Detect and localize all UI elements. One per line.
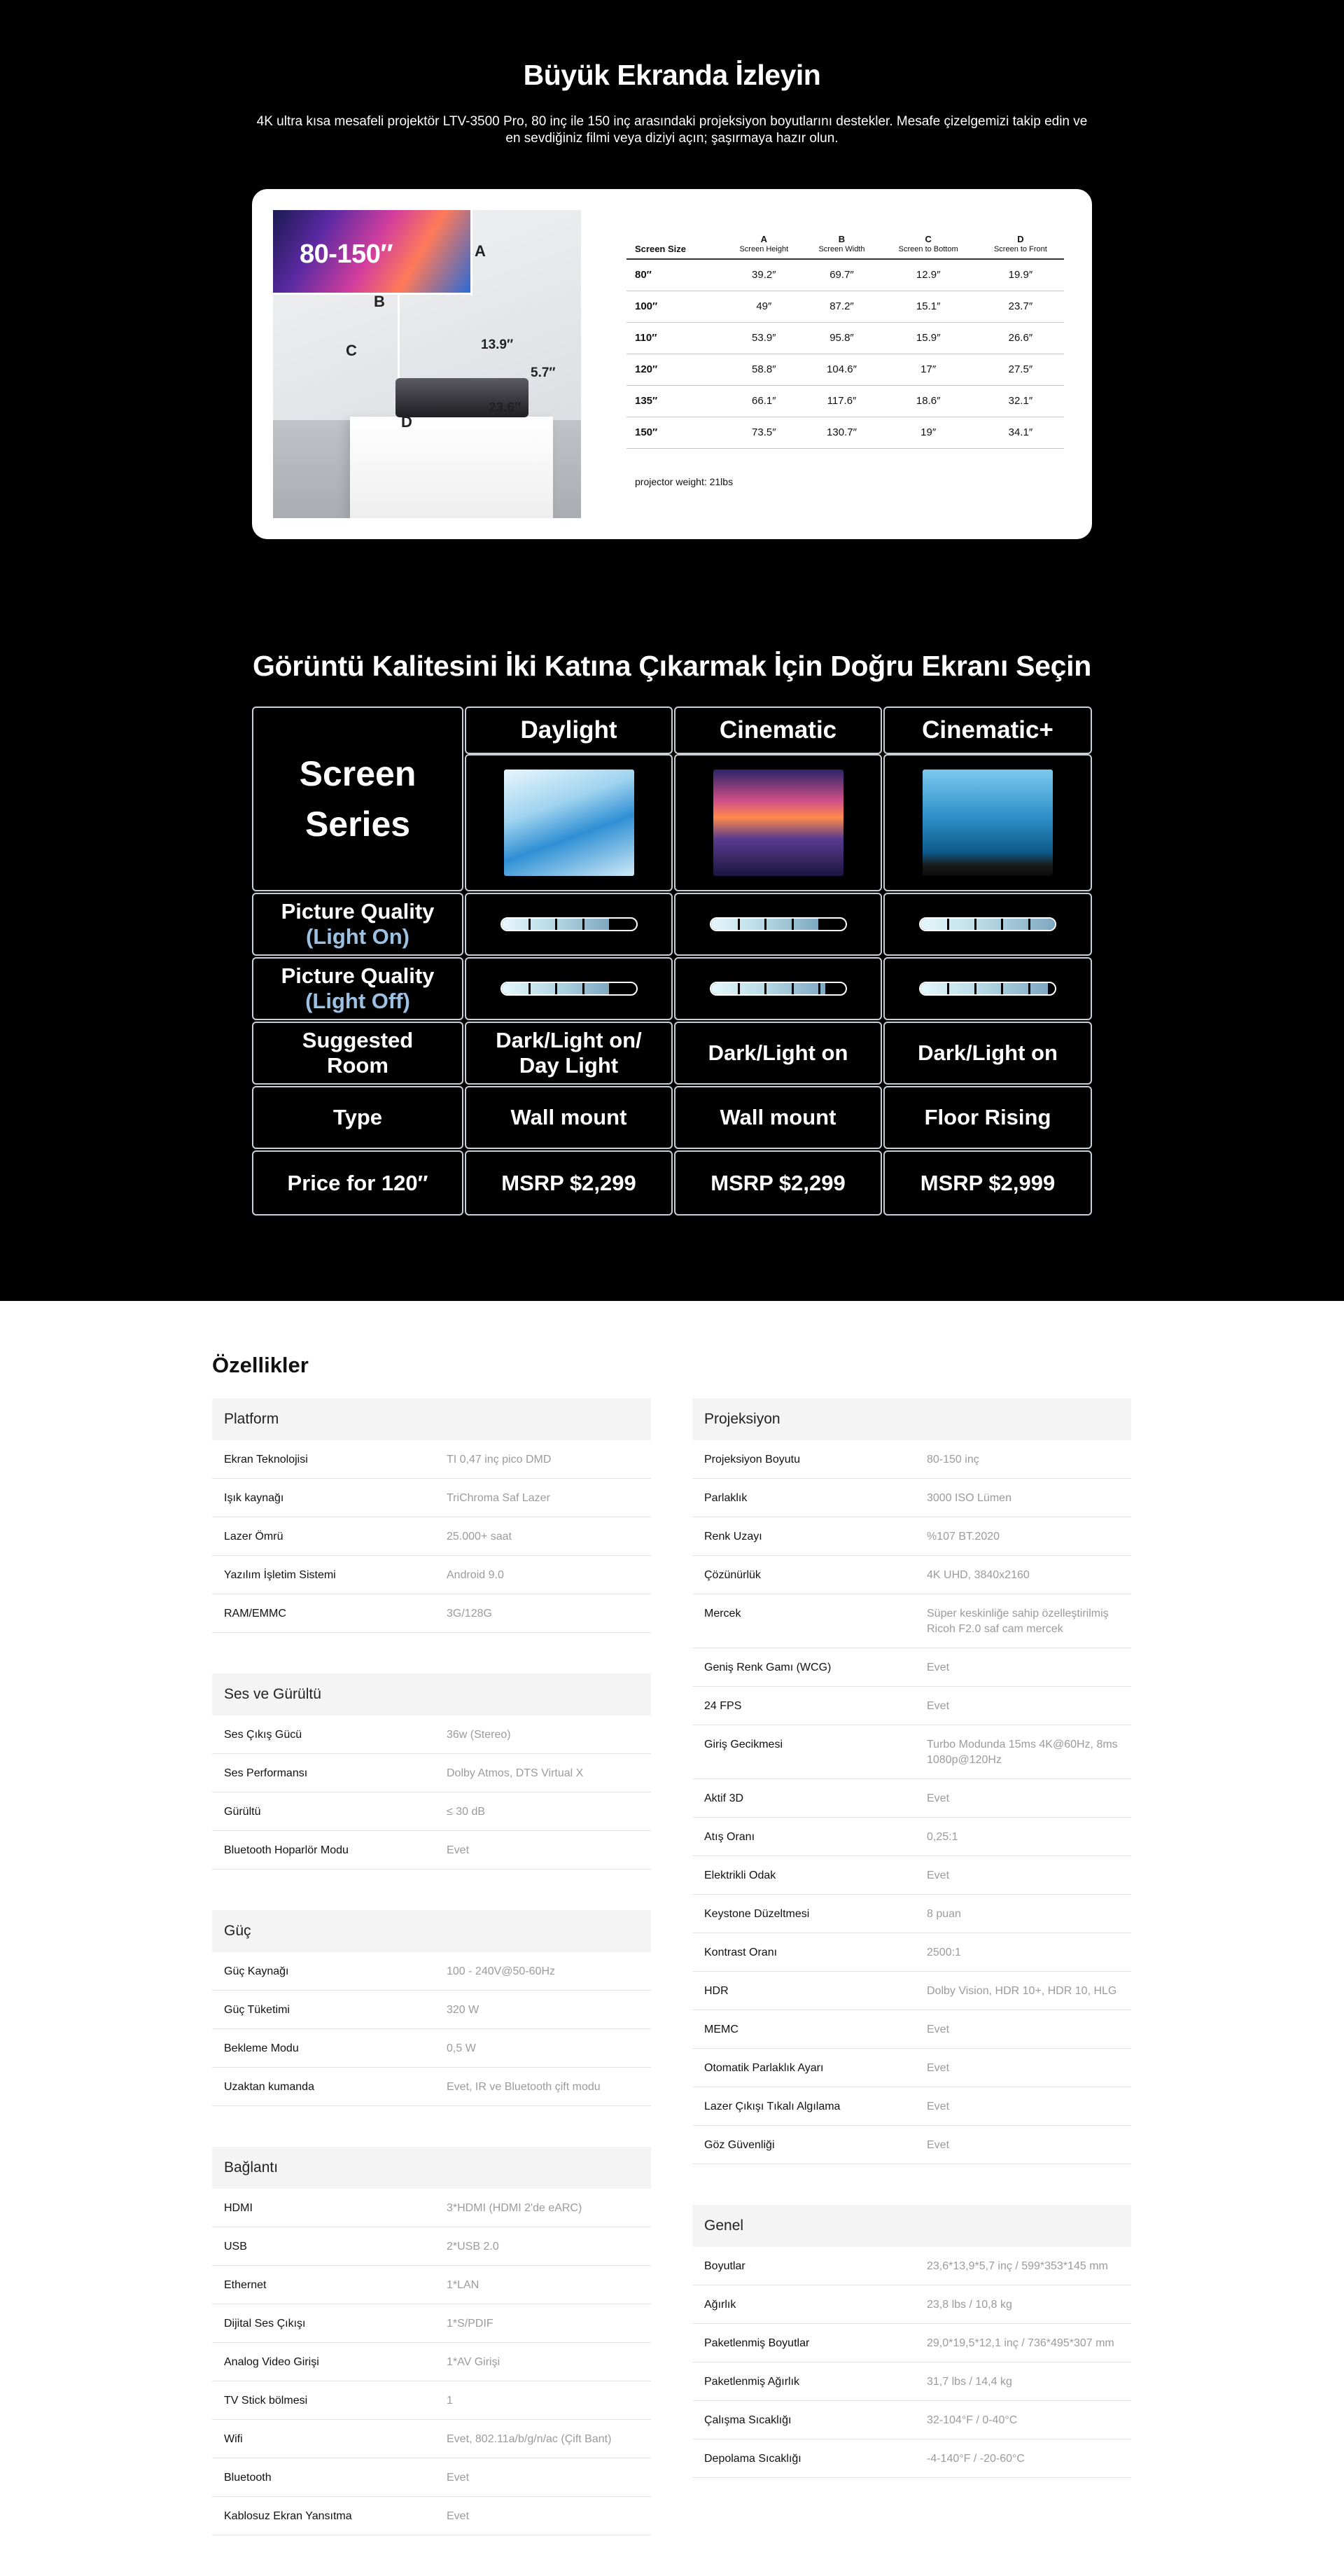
dimension-label-a: A: [475, 242, 486, 260]
screen-comparison-grid: [252, 706, 1092, 1217]
spec-value: Evet: [927, 2101, 950, 2112]
spec-value: -4-140°F / -20-60°C: [927, 2453, 1025, 2465]
quality-bar-fill: [920, 919, 1055, 930]
spec-row: [692, 1856, 1131, 1895]
spec-row: [692, 1687, 1131, 1725]
spec-value: Süper keskinliğe sahip özelleştirilmiş Ricoh F2.0 saf cam mercek: [927, 1608, 1109, 1635]
spec-value: ≤ 30 dB: [447, 1806, 486, 1818]
spec-value: 23,6*13,9*5,7 inç / 599*353*145 mm: [927, 2260, 1108, 2272]
spec-key: Işık kaynağı: [224, 1492, 284, 1504]
spec-row: [212, 1594, 651, 1633]
diagram-line: [273, 293, 472, 295]
header-c: C Screen to Bottom: [880, 235, 977, 259]
dimension-label-d: D: [401, 413, 412, 431]
spec-value: 0,5 W: [447, 2042, 476, 2054]
measure-depth: 13.9″: [481, 337, 514, 352]
spec-value: 1*LAN: [447, 2279, 479, 2291]
spec-row: [692, 1972, 1131, 2010]
spec-key: Analog Video Girişi: [224, 2356, 319, 2368]
spec-key: Güç Tüketimi: [224, 2004, 290, 2016]
spec-row: [212, 1479, 651, 1517]
price-label: Price for 120″: [252, 1150, 463, 1216]
spec-row: [692, 1479, 1131, 1517]
column-daylight: Daylight: [465, 706, 673, 754]
spec-value: Evet: [447, 2510, 470, 2522]
table-row: 150″ 73.5″ 130.7″ 19″ 34.1″: [626, 417, 1064, 448]
spec-key: Güç Kaynağı: [224, 1965, 289, 1977]
spec-row: [692, 2401, 1131, 2439]
table-row: 135″ 66.1″ 117.6″ 18.6″ 32.1″: [626, 385, 1064, 417]
spec-value: 25.000+ saat: [447, 1531, 512, 1543]
spec-value: 0,25:1: [927, 1831, 958, 1843]
spec-row: [212, 1440, 651, 1479]
spec-group-heading: Projeksiyon: [692, 1398, 1131, 1440]
spec-row: [692, 1517, 1131, 1556]
spec-value: Evet: [927, 2024, 950, 2035]
spec-key: Ses Çıkış Gücü: [224, 1729, 302, 1741]
spec-key: Çözünürlük: [704, 1569, 761, 1581]
spec-row: [692, 2010, 1131, 2049]
spec-value: Evet: [927, 1700, 950, 1712]
spec-value: Evet: [927, 1662, 950, 1673]
suggested-room-cinematic-plus: Dark/Light on: [883, 1022, 1092, 1085]
spec-key: Elektrikli Odak: [704, 1870, 776, 1881]
spec-group-heading: Güç: [212, 1910, 651, 1952]
spec-value: Dolby Vision, HDR 10+, HDR 10, HLG: [927, 1985, 1117, 1997]
measure-width: 23.6″: [489, 401, 522, 415]
screen-range-label: 80-150″: [300, 239, 393, 269]
spec-row: [212, 1556, 651, 1594]
spec-key: 24 FPS: [704, 1700, 742, 1712]
spec-value: 3*HDMI (HDMI 2'de eARC): [447, 2202, 582, 2214]
spec-row: [692, 1648, 1131, 1687]
spec-value: TriChroma Saf Lazer: [447, 1492, 550, 1504]
spec-value: Evet, IR ve Bluetooth çift modu: [447, 2081, 601, 2093]
distance-chart-card: [252, 189, 1092, 539]
table-row: 100″ 49″ 87.2″ 15.1″ 23.7″: [626, 291, 1064, 322]
spec-value: 80-150 inç: [927, 1454, 979, 1465]
quality-bar-divider: [738, 919, 740, 930]
spec-value: Evet: [927, 2139, 950, 2151]
spec-key: Giriş Gecikmesi: [704, 1739, 783, 1750]
quality-light-off-cell: [883, 957, 1092, 1020]
spec-value: 3000 ISO Lümen: [927, 1492, 1011, 1504]
screen-series-label: Screen Series: [252, 706, 463, 891]
spec-value: Evet: [447, 1844, 470, 1856]
spec-row: [692, 2324, 1131, 2362]
spec-group: [212, 1910, 651, 2106]
spec-value: Evet: [927, 1792, 950, 1804]
quality-bar-fill: [711, 983, 825, 994]
type-cinematic-plus: Floor Rising: [883, 1086, 1092, 1149]
spec-key: Keystone Düzeltmesi: [704, 1908, 810, 1920]
spec-key: Otomatik Parlaklık Ayarı: [704, 2062, 824, 2074]
price-daylight: MSRP $2,299: [465, 1150, 673, 1216]
spec-value: 32-104°F / 0-40°C: [927, 2414, 1018, 2426]
spec-group: [212, 1673, 651, 1870]
quality-bar-divider: [555, 919, 557, 930]
diagram-cabinet: [350, 417, 553, 518]
spec-key: Kontrast Oranı: [704, 1947, 778, 1958]
spec-row: [212, 2420, 651, 2458]
spec-row: [212, 2497, 651, 2535]
spec-row: [692, 1779, 1131, 1818]
spec-key: Renk Uzayı: [704, 1531, 762, 1543]
spec-value: 3G/128G: [447, 1608, 492, 1620]
specs-right-column: [692, 1398, 1131, 2519]
quality-light-off-cell: [465, 957, 673, 1020]
quality-light-on-cell: [465, 893, 673, 956]
spec-key: Kablosuz Ekran Yansıtma: [224, 2510, 352, 2522]
spec-row: [212, 1715, 651, 1754]
spec-row: [212, 2458, 651, 2497]
spec-key: Aktif 3D: [704, 1792, 744, 1804]
spec-key: Çalışma Sıcaklığı: [704, 2414, 792, 2426]
quality-bar-divider: [792, 919, 794, 930]
spec-key: HDMI: [224, 2202, 253, 2214]
daylight-screen-image: [504, 770, 634, 876]
cinematic-screen-image: [713, 770, 844, 876]
spec-row: [692, 2285, 1131, 2324]
spec-key: MEMC: [704, 2024, 738, 2035]
spec-value: Dolby Atmos, DTS Virtual X: [447, 1767, 584, 1779]
suggested-room-label: Suggested Room: [252, 1022, 463, 1085]
spec-row: [692, 2439, 1131, 2478]
price-cinematic: MSRP $2,299: [674, 1150, 882, 1216]
spec-value: Evet: [447, 2472, 470, 2484]
spec-key: Dijital Ses Çıkışı: [224, 2318, 306, 2330]
spec-value: 2500:1: [927, 1947, 961, 1958]
throw-distance-title: Büyük Ekranda İzleyin: [523, 59, 821, 91]
quality-bar-divider: [609, 983, 611, 994]
header-a: A Screen Height: [724, 235, 804, 259]
screen-comparison-title: Görüntü Kalitesini İki Katına Çıkarmak İçin Doğru Ekranı Seçin: [252, 650, 1092, 682]
spec-row: [692, 1594, 1131, 1648]
spec-value: 2*USB 2.0: [447, 2241, 499, 2253]
spec-row: [212, 2304, 651, 2343]
quality-bar-divider: [1028, 983, 1030, 994]
spec-row: [692, 1556, 1131, 1594]
spec-value: 29,0*19,5*12,1 inç / 736*495*307 mm: [927, 2337, 1114, 2349]
spec-row: [212, 1517, 651, 1556]
spec-value: 320 W: [447, 2004, 479, 2016]
quality-bar-divider: [792, 983, 794, 994]
quality-bar-divider: [609, 919, 611, 930]
spec-row: [692, 1933, 1131, 1972]
specifications-title: Özellikler: [212, 1353, 309, 1377]
picture-quality-light-on-label: Picture Quality (Light On): [252, 893, 463, 956]
quality-bar-divider: [818, 983, 820, 994]
spec-key: Projeksiyon Boyutu: [704, 1454, 800, 1465]
picture-quality-light-off-label: Picture Quality (Light Off): [252, 957, 463, 1020]
spec-row: [692, 1440, 1131, 1479]
quality-bar-divider: [764, 919, 766, 930]
dimension-label-b: B: [374, 293, 385, 310]
spec-row: [212, 2381, 651, 2420]
spec-key: Mercek: [704, 1608, 741, 1620]
spec-key: Bekleme Modu: [224, 2042, 299, 2054]
quality-bar-divider: [528, 919, 531, 930]
quality-bar-divider: [1001, 983, 1003, 994]
quality-light-on-cell: [883, 893, 1092, 956]
spec-row: [212, 2029, 651, 2068]
suggested-room-daylight: Dark/Light on/ Day Light: [465, 1022, 673, 1085]
spec-value: Turbo Modunda 15ms 4K@60Hz, 8ms 1080p@120Hz: [927, 1739, 1118, 1766]
spec-value: Evet: [927, 1870, 950, 1881]
spec-key: Bluetooth Hoparlör Modu: [224, 1844, 349, 1856]
quality-bar: [500, 917, 638, 931]
quality-bar-divider: [974, 919, 976, 930]
spec-row: [692, 2049, 1131, 2087]
spec-value: 4K UHD, 3840x2160: [927, 1569, 1030, 1581]
spec-key: Lazer Çıkışı Tıkalı Algılama: [704, 2101, 841, 2112]
quality-bar: [919, 917, 1056, 931]
spec-row: [212, 2227, 651, 2266]
quality-bar-divider: [528, 983, 531, 994]
spec-key: TV Stick bölmesi: [224, 2395, 308, 2407]
spec-value: 1*S/PDIF: [447, 2318, 493, 2330]
quality-bar: [500, 982, 638, 996]
quality-bar-divider: [947, 919, 949, 930]
price-cinematic-plus: MSRP $2,999: [883, 1150, 1092, 1216]
quality-bar-divider: [1001, 919, 1003, 930]
daylight-screen-cell: [465, 754, 673, 891]
spec-key: Wifi: [224, 2433, 243, 2445]
installation-diagram-image: [273, 210, 581, 518]
spec-key: Yazılım İşletim Sistemi: [224, 1569, 336, 1581]
column-cinematic-plus: Cinematic+: [883, 706, 1092, 754]
spec-value: Android 9.0: [447, 1569, 504, 1581]
header-b: B Screen Width: [804, 235, 879, 259]
column-cinematic: Cinematic: [674, 706, 882, 754]
spec-value: 100 - 240V@50-60Hz: [447, 1965, 555, 1977]
spec-row: [212, 1754, 651, 1792]
quality-bar-divider: [974, 983, 976, 994]
quality-bar-divider: [764, 983, 766, 994]
type-label: Type: [252, 1086, 463, 1149]
quality-bar: [710, 982, 847, 996]
spec-row: [212, 1792, 651, 1831]
spec-key: HDR: [704, 1985, 729, 1997]
table-row: 110″ 53.9″ 95.8″ 15.9″ 26.6″: [626, 322, 1064, 354]
spec-key: Depolama Sıcaklığı: [704, 2453, 802, 2465]
spec-row: [212, 1831, 651, 1870]
spec-value: %107 BT.2020: [927, 1531, 1000, 1543]
spec-group: [212, 1398, 651, 1633]
cinematic-screen-cell: [674, 754, 882, 891]
spec-value: TI 0,47 inç pico DMD: [447, 1454, 552, 1465]
quality-bar-divider: [555, 983, 557, 994]
spec-key: RAM/EMMC: [224, 1608, 286, 1620]
spec-row: [212, 1991, 651, 2029]
distance-table-header: [626, 235, 1064, 259]
dimension-label-c: C: [346, 342, 357, 359]
spec-key: Paketlenmiş Boyutlar: [704, 2337, 810, 2349]
distance-table: [626, 235, 1064, 449]
spec-key: Ağırlık: [704, 2299, 736, 2311]
type-cinematic: Wall mount: [674, 1086, 882, 1149]
quality-light-on-cell: [674, 893, 882, 956]
spec-key: Boyutlar: [704, 2260, 746, 2272]
header-screen-size: Screen Size: [626, 235, 724, 259]
table-row: 80″ 39.2″ 69.7″ 12.9″ 19.9″: [626, 259, 1064, 291]
spec-row: [692, 1818, 1131, 1856]
spec-group: [692, 1398, 1131, 2164]
spec-key: Ethernet: [224, 2279, 267, 2291]
spec-row: [692, 1895, 1131, 1933]
spec-row: [692, 2126, 1131, 2164]
spec-group: [692, 2205, 1131, 2478]
spec-value: 31,7 lbs / 14,4 kg: [927, 2376, 1012, 2388]
spec-key: Parlaklık: [704, 1492, 748, 1504]
quality-bar-divider: [947, 983, 949, 994]
spec-key: Geniş Renk Gamı (WCG): [704, 1662, 832, 1673]
quality-bar-divider: [582, 919, 584, 930]
spec-key: Lazer Ömrü: [224, 1531, 284, 1543]
spec-value: Evet: [927, 2062, 950, 2074]
spec-group-heading: Bağlantı: [212, 2147, 651, 2189]
header-d: D Screen to Front: [977, 235, 1064, 259]
quality-bar-divider: [582, 983, 584, 994]
spec-row: [212, 2189, 651, 2227]
spec-value: Evet, 802.11a/b/g/n/ac (Çift Bant): [447, 2433, 612, 2445]
spec-key: Gürültü: [224, 1806, 261, 1818]
spec-group-heading: Genel: [692, 2205, 1131, 2247]
quality-bar: [919, 982, 1056, 996]
spec-key: Bluetooth: [224, 2472, 272, 2484]
spec-value: 23,8 lbs / 10,8 kg: [927, 2299, 1012, 2311]
quality-bar-divider: [1028, 919, 1030, 930]
cinematic-plus-screen-cell: [883, 754, 1092, 891]
table-row: 120″ 58.8″ 104.6″ 17″ 27.5″: [626, 354, 1064, 385]
quality-bar-divider: [738, 983, 740, 994]
spec-row: [212, 2068, 651, 2106]
projector-weight-note: projector weight: 21lbs: [635, 476, 734, 487]
quality-light-off-cell: [674, 957, 882, 1020]
spec-key: Ses Performansı: [224, 1767, 308, 1779]
spec-row: [212, 1952, 651, 1991]
spec-key: Ekran Teknolojisi: [224, 1454, 308, 1465]
spec-key: Paketlenmiş Ağırlık: [704, 2376, 800, 2388]
quality-bar-divider: [818, 919, 820, 930]
specs-left-column: [212, 1398, 651, 2576]
spec-value: 1: [447, 2395, 453, 2407]
spec-row: [692, 1725, 1131, 1779]
spec-row: [692, 2247, 1131, 2285]
spec-row: [212, 2343, 651, 2381]
diagram-line: [470, 210, 472, 295]
spec-value: 1*AV Girişi: [447, 2356, 500, 2368]
spec-key: USB: [224, 2241, 247, 2253]
spec-key: Göz Güvenliği: [704, 2139, 775, 2151]
spec-row: [692, 2087, 1131, 2126]
spec-row: [692, 2362, 1131, 2401]
throw-distance-description: 4K ultra kısa mesafeli projektör LTV-3500 Pro, 80 inç ile 150 inç arasındaki projeksiyon boyutlarını destekler. Mesafe çizelgemizi takip edin ve en sevdiğiniz filmi veya diziyi açın; şaşırmaya hazır olun.: [256, 114, 1088, 146]
spec-key: Atış Oranı: [704, 1831, 755, 1843]
spec-group-heading: Ses ve Gürültü: [212, 1673, 651, 1715]
spec-key: Uzaktan kumanda: [224, 2081, 314, 2093]
spec-group: [212, 2147, 651, 2535]
spec-group-heading: Platform: [212, 1398, 651, 1440]
spec-value: 36w (Stereo): [447, 1729, 511, 1741]
spec-value: 8 puan: [927, 1908, 961, 1920]
type-daylight: Wall mount: [465, 1086, 673, 1149]
suggested-room-cinematic: Dark/Light on: [674, 1022, 882, 1085]
cinematic-plus-screen-image: [923, 770, 1053, 876]
spec-row: [212, 2266, 651, 2304]
quality-bar: [710, 917, 847, 931]
measure-height: 5.7″: [531, 365, 556, 380]
